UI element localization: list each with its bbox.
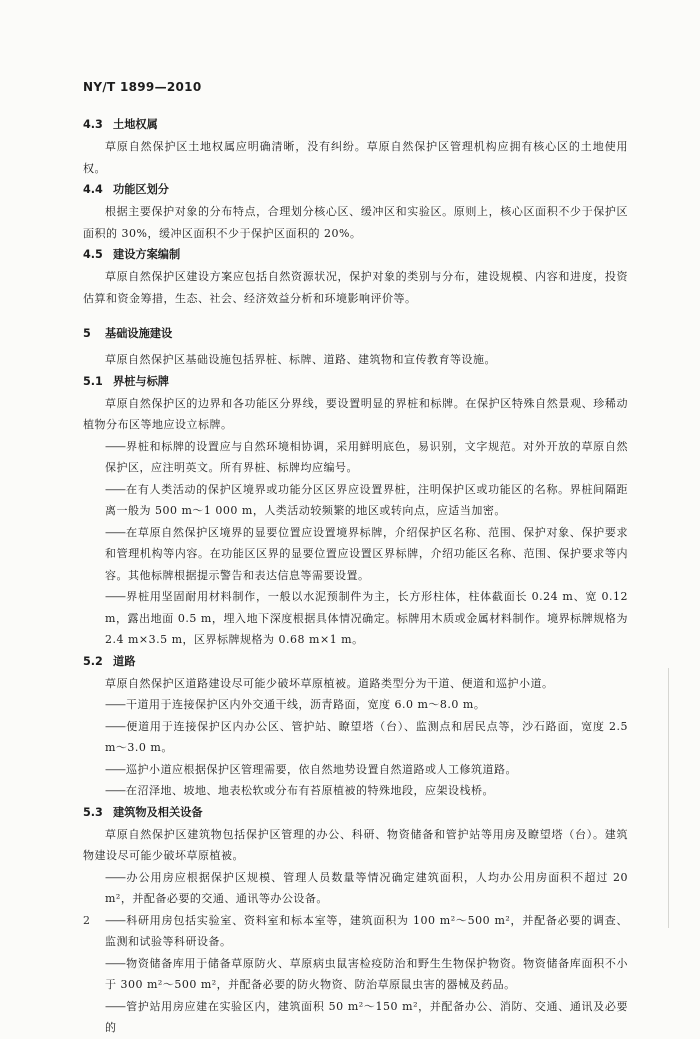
list-item-text: 办公用房应根据保护区规模、管理人员数量等情况确定建筑面积，人均办公用房面积不超过 20 m²，并配备必要的交通、通讯等办公设备。 bbox=[105, 870, 628, 905]
section-number: 5.2 bbox=[83, 654, 103, 668]
paragraph: 草原自然保护区道路建设尽可能少破坏草原植被。道路类型分为干道、便道和巡护小道。 bbox=[105, 676, 554, 690]
list-item-text: 管护站用房应建在实验区内，建筑面积 50 m²～150 m²，并配备办公、消防、交通、通讯及必要的 bbox=[105, 999, 628, 1034]
chapter-heading-5 bbox=[83, 323, 628, 345]
paragraph: 草原自然保护区的边界和各功能区分界线，要设置明显的界桩和标牌。在保护区特殊自然景观、珍稀动植物分布区等地应设立标牌。 bbox=[83, 396, 628, 431]
paragraph: 根据主要保护对象的分布特点，合理划分核心区、缓冲区和实验区。原则上，核心区面积不少于保护区面积的 30%，缓冲区面积不少于保护区面积的 20%。 bbox=[83, 205, 628, 240]
list-item: ——物资储备库用于储备草原防火、草原病虫鼠害检疫防治和野生生物保护物资。物资储备库面积不小于 300 m²～500 m²，并配备必要的防火物资、防治草原鼠虫害的器械及药品。 bbox=[105, 956, 628, 991]
list-item: ——干道用于连接保护区内外交通干线，沥青路面，宽度 6.0 m～8.0 m。 bbox=[105, 698, 486, 711]
section-number: 4.5 bbox=[83, 248, 103, 261]
section-heading-5-2 bbox=[83, 651, 628, 673]
page-number: 2 bbox=[83, 914, 90, 927]
list-item: ——界桩用坚固耐用材料制作，一般以水泥预制件为主，长方形柱体，柱体截面长 0.24 m、宽 0.12 m，露出地面 0.5 m，埋入地下深度根据具体情况确定。标牌用木质或金属材料制作。境界标牌规格为 2.4 m×3.5 m，区界标牌规格为 0.68 m×1 m。 bbox=[105, 590, 628, 646]
list-item-text: 便道用于连接保护区内办公区、管护站、瞭望塔（台）、监测点和居民点等，沙石路面，宽度 2.5 m～3.0 m。 bbox=[105, 719, 628, 754]
list-item-text: 科研用房包括实验室、资料室和标本室等，建筑面积为 100 m²～500 m²，并配备必要的调查、监测和试验等科研设备。 bbox=[105, 913, 628, 948]
list-item: ——在有人类活动的保护区境界或功能分区区界应设置界桩，注明保护区或功能区的名称。界桩间隔距离一般为 500 m～1 000 m，人类活动较频繁的地区或转向点，应适当加密。 bbox=[105, 482, 628, 517]
section-heading-4-4 bbox=[83, 179, 628, 201]
list-item-text: 在有人类活动的保护区境界或功能分区区界应设置界桩，注明保护区或功能区的名称。界桩间隔距离一般为 500 m～1 000 m，人类活动较频繁的地区或转向点，应适当加密。 bbox=[105, 482, 628, 517]
section-title: 界桩与标牌 bbox=[113, 374, 169, 388]
list-item-text: 在草原自然保护区境界的显要位置应设置境界标牌，介绍保护区名称、范围、保护对象、保护要求和管理机构等内容。在功能区区界的显要位置应设置区界标牌，介绍功能区名称、范围、保护要求等内容。其他标牌根据提示警告和表达信息等需要设置。 bbox=[105, 525, 628, 582]
section-title: 建设方案编制 bbox=[113, 248, 181, 261]
list-item-text: 在沼泽地、坡地、地表松软或分布有苔原植被的特殊地段，应架设栈桥。 bbox=[126, 784, 494, 797]
section-number: 5 bbox=[83, 327, 91, 340]
section-heading-5-1 bbox=[83, 371, 628, 393]
list-item: ——管护站用房应建在实验区内，建筑面积 50 m²～150 m²，并配备办公、消防、交通、通讯及必要的 bbox=[105, 999, 628, 1034]
section-title: 土地权属 bbox=[113, 118, 158, 131]
paragraph: 草原自然保护区建筑物包括保护区管理的办公、科研、物资储备和管护站等用房及瞭望塔（台）。建筑物建设尽可能少破坏草原植被。 bbox=[83, 827, 628, 862]
list-item-text: 干道用于连接保护区内外交通干线，沥青路面，宽度 6.0 m～8.0 m。 bbox=[126, 698, 486, 711]
section-title: 功能区划分 bbox=[113, 183, 169, 196]
list-item: ——科研用房包括实验室、资料室和标本室等，建筑面积为 100 m²～500 m²，并配备必要的调查、监测和试验等科研设备。 bbox=[105, 913, 628, 948]
section-title: 道路 bbox=[113, 654, 136, 668]
section-number: 5.3 bbox=[83, 805, 103, 819]
section-number: 4.3 bbox=[83, 118, 103, 131]
list-item-text: 界桩用坚固耐用材料制作，一般以水泥预制件为主，长方形柱体，柱体截面长 0.24 m、宽 0.12 m，露出地面 0.5 m，埋入地下深度根据具体情况确定。标牌用木质或金属材料制作。境界标牌规格为 2.4 m×3.5 m，区界标牌规格为 0.68 m×1 m。 bbox=[105, 590, 628, 646]
section-heading-4-5 bbox=[83, 244, 628, 266]
list-item: ——办公用房应根据保护区规模、管理人员数量等情况确定建筑面积，人均办公用房面积不超过 20 m²，并配备必要的交通、通讯等办公设备。 bbox=[105, 870, 628, 905]
list-item: ——巡护小道应根据保护区管理需要，依自然地势设置自然道路或人工修筑道路。 bbox=[105, 762, 517, 776]
section-number: 5.1 bbox=[83, 374, 103, 388]
list-item-text: 界桩和标牌的设置应与自然环境相协调，采用鲜明底色，易识别，文字规范。对外开放的草原自然保护区，应注明英文。所有界桩、标牌均应编号。 bbox=[105, 439, 628, 474]
paragraph: 草原自然保护区建设方案应包括自然资源状况，保护对象的类别与分布，建设规模、内容和进度，投资估算和资金筹措，生态、社会、经济效益分析和环境影响评价等。 bbox=[83, 270, 628, 305]
list-item-text: 物资储备库用于储备草原防火、草原病虫鼠害检疫防治和野生生物保护物资。物资储备库面积不小于 300 m²～500 m²，并配备必要的防火物资、防治草原鼠虫害的器械及药品。 bbox=[105, 956, 628, 991]
list-item-text: 巡护小道应根据保护区管理需要，依自然地势设置自然道路或人工修筑道路。 bbox=[126, 762, 517, 776]
section-title: 基础设施建设 bbox=[105, 327, 173, 340]
paragraph: 草原自然保护区土地权属应明确清晰，没有纠纷。草原自然保护区管理机构应拥有核心区的土地使用权。 bbox=[83, 140, 628, 175]
section-heading-4-3 bbox=[83, 114, 628, 136]
list-item: ——界桩和标牌的设置应与自然环境相协调，采用鲜明底色，易识别，文字规范。对外开放的草原自然保护区，应注明英文。所有界桩、标牌均应编号。 bbox=[105, 439, 628, 474]
standard-number-header: NY/T 1899—2010 bbox=[83, 80, 202, 94]
scan-artifact-line bbox=[668, 668, 669, 928]
section-heading-5-3 bbox=[83, 802, 628, 824]
list-item: ——便道用于连接保护区内办公区、管护站、瞭望塔（台）、监测点和居民点等，沙石路面，宽度 2.5 m～3.0 m。 bbox=[105, 719, 628, 754]
list-item: ——在草原自然保护区境界的显要位置应设置境界标牌，介绍保护区名称、范围、保护对象、保护要求和管理机构等内容。在功能区区界的显要位置应设置区界标牌，介绍功能区名称、范围、保护要求等内容。其他标牌根据提示警告和表达信息等需要设置。 bbox=[105, 525, 628, 582]
page-content bbox=[83, 114, 628, 1039]
list-item: ——在沼泽地、坡地、地表松软或分布有苔原植被的特殊地段，应架设栈桥。 bbox=[105, 784, 494, 797]
section-title: 建筑物及相关设备 bbox=[113, 805, 203, 819]
section-number: 4.4 bbox=[83, 183, 103, 196]
paragraph: 草原自然保护区基础设施包括界桩、标牌、道路、建筑物和宣传教育等设施。 bbox=[105, 353, 496, 366]
